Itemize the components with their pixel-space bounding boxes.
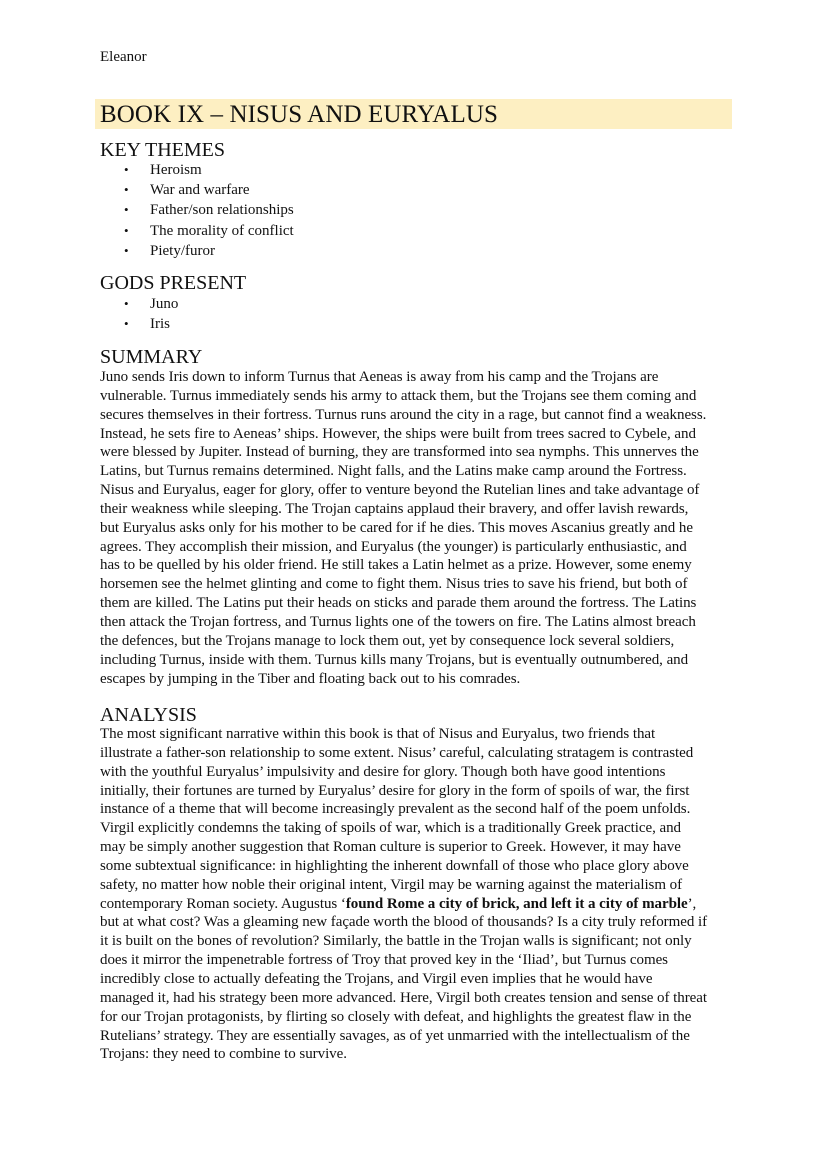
quote-suffix: ’, [687,895,697,912]
summary-line: but Euryalus asks only for his mother to be cared for if he dies. This moves Ascanius greatly and he [100,519,693,536]
list-item: • Father/son relationships [100,200,294,220]
analysis-line: Virgil explicitly condemns the taking of spoils of war, which is a traditionally Greek practice, and [100,820,681,837]
summary-line: escapes by jumping in the Tiber and floating back out to his comrades. [100,670,521,687]
author-name: Eleanor [100,49,147,65]
analysis-line: Trojans: they need to combine to survive. [100,1046,347,1063]
analysis-line: instance of a theme that will become increasingly prevalent as the second half of the poem unfolds. [100,801,691,818]
analysis-line: some subtextual significance: in highlighting the inherent downfall of those who place glory above [100,857,689,874]
summary-line: Nisus and Euryalus, eager for glory, offer to venture beyond the Rutelian lines and take advantage of [100,482,700,499]
summary-line: the defences, but the Trojans manage to lock them out, yet by consequence lock several soldiers, [100,632,675,649]
analysis-line: does it mirror the impenetrable fortress of Troy that proved key in the ‘Iliad’, but Turnus comes [100,952,668,969]
analysis-line: initially, their fortunes are turned by Euryalus’ desire for glory in the form of spoils of war, the first [100,782,690,799]
summary-line: Latins, but Turnus remains determined. Night falls, and the Latins make camp around the Fortress. [100,463,687,480]
list-item: • Heroism [100,160,294,180]
list-item: • War and warfare [100,180,294,200]
analysis-line: The most significant narrative within this book is that of Nisus and Euryalus, two friends that [100,726,656,742]
analysis-paragraph [100,725,740,1064]
summary-paragraph [100,368,740,688]
summary-line: them are killed. The Latins put their heads on sticks and parade them around the fortress. The Latins [100,595,697,612]
list-item: • Piety/furor [100,241,294,261]
analysis-line: it is built on the bones of revolution? Similarly, the battle in the Trojan walls is significant; not only [100,933,692,950]
analysis-line: illustrate a father-son relationship to some extent. Nisus’ careful, calculating stratagem is contrasted [100,744,694,761]
summary-line: then attack the Trojan fortress, and Turnus lights one of the towers on fire. The Latins almost breach [100,613,696,630]
analysis-quote-line [100,895,740,914]
analysis-line: safety, no matter how noble their original intent, Virgil may be warning against the materialism of [100,876,683,893]
page-title: BOOK IX – NISUS AND EURYALUS [100,101,498,128]
summary-line: vulnerable. Turnus immediately sends his army to attack them, but the Trojans see them coming and [100,387,697,404]
analysis-line: managed it, had his strategy been more advanced. Here, Virgil both creates tension and sense of threat [100,989,707,1006]
key-themes-heading: KEY THEMES [100,139,225,161]
summary-line: secures themselves in their fortress. Turnus runs around the city in a rage, but cannot find a weakness. [100,406,707,423]
list-item: • Iris [100,314,178,334]
summary-line: Juno sends Iris down to inform Turnus that Aeneas is away from his camp and the Trojans are [100,369,659,385]
summary-line: Instead, he sets fire to Aeneas’ ships. However, the ships were built from trees sacred to Cybele, and [100,425,696,442]
augustus-quote: found Rome a city of brick, and left it a city of marble [345,895,688,912]
list-item: • Juno [100,294,178,314]
analysis-line: Rutelians’ strategy. They are essentially savages, as of yet unmarried with the intellectualism of the [100,1027,690,1044]
analysis-line: with the youthful Euryalus’ impulsivity and desire for glory. Though both have good intentions [100,763,666,780]
summary-heading: SUMMARY [100,346,203,368]
summary-line: has to be quelled by his older friend. He still takes a Latin helmet as a prize. However, some enemy [100,557,692,574]
summary-line: agrees. They accomplish their mission, and Euryalus (the younger) is particularly enthusiastic, and [100,538,687,555]
analysis-heading: ANALYSIS [100,704,197,726]
gods-present-heading: GODS PRESENT [100,272,247,294]
gods-present-list [100,294,178,334]
summary-line: were blessed by Jupiter. Instead of burning, they are transformed into sea nymphs. This unnerves the [100,444,699,461]
summary-line: including Turnus, inside with them. Turnus kills many Trojans, but is eventually outnumbered, and [100,651,689,668]
summary-line: horsemen see the helmet glinting and come to fight them. Nisus tries to save his friend, but both of [100,576,688,593]
key-themes-list [100,160,294,261]
list-item: • The morality of conflict [100,221,294,241]
quote-prefix: contemporary Roman society. Augustus ‘ [100,895,346,912]
analysis-line: but at what cost? Was a gleaming new façade worth the blood of thousands? Is a city truly reformed if [100,914,708,931]
analysis-line: incredibly close to actually defeating the Trojans, and Virgil even implies that he would have [100,970,653,987]
analysis-line: may be simply another suggestion that Roman culture is superior to Greek. However, it may have [100,839,681,856]
summary-line: their weakness while sleeping. The Trojan captains applaud their bravery, and offer lavish rewards, [100,500,689,517]
analysis-line: for our Trojan protagonists, by flirting so closely with defeat, and highlights the greatest flaw in the [100,1008,692,1025]
